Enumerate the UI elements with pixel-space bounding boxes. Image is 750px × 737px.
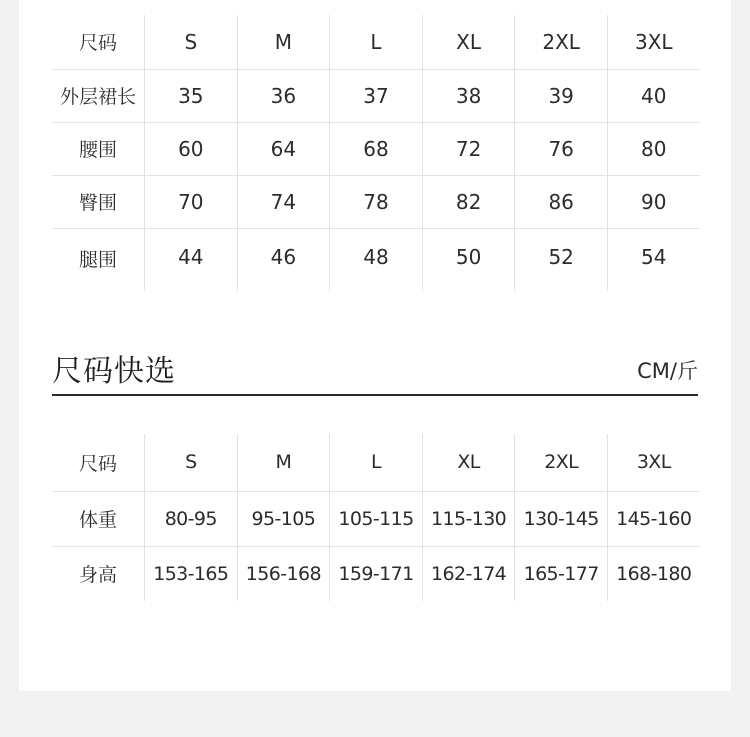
table-cell: 37: [330, 69, 423, 122]
table-cell: 46: [237, 228, 330, 291]
header-cell: 尺码: [52, 15, 145, 69]
header-cell: 3XL: [607, 15, 699, 69]
table-cell: 35: [145, 69, 238, 122]
table-cell: 76: [515, 122, 608, 175]
table-row: [52, 69, 700, 122]
header-cell: S: [145, 15, 238, 69]
table-cell: 156-168: [237, 546, 330, 601]
header-cell: L: [330, 434, 423, 491]
section-title: 尺码快选: [52, 354, 176, 389]
table-row: [52, 228, 700, 291]
table-cell: 44: [145, 228, 238, 291]
table-header-row: [52, 15, 700, 69]
table-cell: 130-145: [515, 491, 608, 546]
header-cell: 尺码: [52, 434, 145, 491]
table-cell: 74: [237, 175, 330, 228]
header-cell: L: [330, 15, 423, 69]
table-header-row: [52, 434, 700, 491]
quick-select-header: [52, 340, 698, 396]
row-label: 外层裙长: [52, 69, 145, 122]
header-cell: XL: [422, 15, 515, 69]
header-cell: 2XL: [515, 434, 608, 491]
table-cell: 50: [422, 228, 515, 291]
table-cell: 165-177: [515, 546, 608, 601]
table-cell: 105-115: [330, 491, 423, 546]
table-cell: 60: [145, 122, 238, 175]
size-chart-table: [52, 15, 700, 291]
table-cell: 80: [607, 122, 699, 175]
quick-select-table: [52, 434, 700, 601]
header-cell: M: [237, 15, 330, 69]
table-cell: 95-105: [237, 491, 330, 546]
table-cell: 36: [237, 69, 330, 122]
table-cell: 115-130: [422, 491, 515, 546]
row-label: 臀围: [52, 175, 145, 228]
table-row: [52, 491, 700, 546]
table-cell: 82: [422, 175, 515, 228]
table-row: [52, 122, 700, 175]
header-cell: 3XL: [607, 434, 699, 491]
table-row: [52, 546, 700, 601]
header-cell: S: [145, 434, 238, 491]
header-cell: 2XL: [515, 15, 608, 69]
table-cell: 70: [145, 175, 238, 228]
header-cell: XL: [422, 434, 515, 491]
table-cell: 52: [515, 228, 608, 291]
table-cell: 159-171: [330, 546, 423, 601]
table-cell: 54: [641, 244, 667, 269]
unit-label: CM/斤: [637, 359, 698, 383]
table-cell: 40: [607, 69, 699, 122]
table-cell: 153-165: [145, 546, 238, 601]
row-label: 体重: [52, 491, 145, 546]
row-label: 身高: [52, 546, 145, 601]
table-cell: 72: [422, 122, 515, 175]
table-cell: 168-180: [616, 562, 692, 585]
table-cell: 78: [330, 175, 423, 228]
table-row: [52, 175, 700, 228]
table-cell: 86: [515, 175, 608, 228]
row-label: 腿围: [52, 228, 145, 291]
table-cell: 38: [422, 69, 515, 122]
table-cell: 64: [237, 122, 330, 175]
table-cell: 68: [330, 122, 423, 175]
table-cell: 80-95: [145, 491, 238, 546]
header-cell: M: [237, 434, 330, 491]
table-cell: 162-174: [422, 546, 515, 601]
table-cell: 39: [515, 69, 608, 122]
row-label: 腰围: [52, 122, 145, 175]
table-cell: 90: [607, 175, 699, 228]
table-cell: 48: [330, 228, 423, 291]
table-cell: 145-160: [607, 491, 699, 546]
